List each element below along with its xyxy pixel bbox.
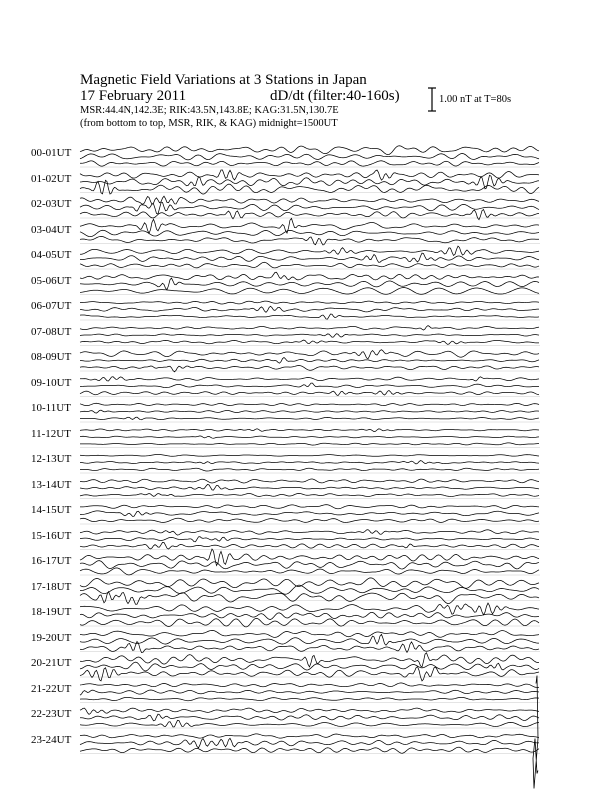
trace-kag-12-13UT	[80, 454, 539, 456]
trace-rik-15-16UT	[80, 537, 539, 542]
trace-msr-14-15UT	[80, 518, 539, 522]
scale-bar-label: 1.00 nT at T=80s	[439, 94, 512, 105]
hour-label: 19-20UT	[31, 631, 72, 644]
hour-label: 01-02UT	[31, 172, 72, 185]
trace-kag-04-05UT	[80, 246, 539, 255]
trace-kag-06-07UT	[80, 301, 539, 304]
trace-spike	[533, 676, 538, 789]
trace-rik-14-15UT	[80, 511, 539, 517]
trace-rik-07-08UT	[80, 334, 539, 338]
trace-msr-19-20UT	[80, 641, 539, 652]
hour-label: 11-12UT	[31, 427, 71, 440]
hour-label: 21-22UT	[31, 682, 72, 695]
trace-rik-00-01UT	[80, 154, 539, 160]
trace-rik-01-02UT	[80, 175, 539, 189]
chart-quantity: dD/dt (filter:40-160s)	[270, 88, 400, 104]
trace-kag-21-22UT	[80, 683, 539, 688]
trace-rik-18-19UT	[80, 612, 539, 619]
trace-kag-22-23UT	[80, 708, 539, 714]
trace-msr-01-02UT	[80, 180, 539, 194]
trace-kag-10-11UT	[80, 403, 539, 405]
trace-msr-12-13UT	[80, 468, 539, 471]
trace-rik-04-05UT	[80, 253, 539, 262]
trace-kag-23-24UT	[80, 734, 539, 738]
trace-kag-03-04UT	[80, 218, 539, 233]
trace-rik-08-09UT	[80, 357, 539, 363]
trace-msr-18-19UT	[80, 618, 539, 627]
trace-msr-00-01UT	[80, 161, 539, 166]
trace-kag-09-10UT	[80, 377, 539, 381]
hour-label: 12-13UT	[31, 453, 72, 465]
trace-rik-10-11UT	[80, 410, 539, 413]
trace-rik-21-22UT	[80, 690, 539, 695]
hour-label: 07-08UT	[31, 325, 72, 338]
trace-msr-09-10UT	[80, 390, 539, 395]
trace-kag-01-02UT	[80, 170, 539, 180]
trace-rik-06-07UT	[80, 306, 539, 312]
hour-label: 17-18UT	[31, 580, 72, 593]
chart-title: Magnetic Field Variations at 3 Stations in Japan	[80, 72, 367, 88]
trace-rik-13-14UT	[80, 484, 539, 490]
trace-msr-10-11UT	[80, 417, 539, 420]
trace-rik-23-24UT	[80, 738, 539, 748]
hour-label: 04-05UT	[31, 249, 72, 261]
hour-label: 06-07UT	[31, 300, 72, 312]
hour-label: 00-01UT	[31, 147, 72, 159]
trace-msr-11-12UT	[80, 443, 539, 445]
trace-rik-09-10UT	[80, 383, 539, 388]
trace-rik-11-12UT	[80, 436, 539, 438]
trace-msr-06-07UT	[80, 314, 539, 319]
hour-label: 16-17UT	[31, 555, 72, 567]
station-order-note: (from bottom to top, MSR, RIK, & KAG) midnight=1500UT	[80, 118, 338, 129]
hour-label: 18-19UT	[31, 606, 72, 618]
trace-kag-14-15UT	[80, 505, 539, 509]
hour-label: 22-23UT	[31, 708, 72, 720]
trace-rik-12-13UT	[80, 461, 539, 464]
trace-kag-07-08UT	[80, 326, 539, 330]
hour-label: 02-03UT	[31, 198, 72, 210]
trace-msr-07-08UT	[80, 340, 539, 344]
trace-kag-13-14UT	[80, 479, 539, 483]
hour-label: 20-21UT	[31, 657, 72, 669]
trace-rik-02-03UT	[80, 202, 539, 213]
trace-rik-22-23UT	[80, 714, 539, 721]
trace-rik-16-17UT	[80, 561, 539, 569]
hour-label: 09-10UT	[31, 376, 72, 389]
trace-rik-05-06UT	[80, 278, 539, 290]
trace-msr-23-24UT	[80, 747, 539, 753]
trace-msr-17-18UT	[80, 592, 539, 605]
trace-msr-22-23UT	[80, 720, 539, 727]
trace-kag-00-01UT	[80, 146, 539, 155]
trace-msr-21-22UT	[80, 697, 539, 700]
trace-msr-13-14UT	[80, 493, 539, 496]
trace-msr-16-17UT	[80, 568, 539, 575]
trace-kag-05-06UT	[80, 272, 539, 280]
chart-date: 17 February 2011	[80, 88, 187, 104]
trace-kag-19-20UT	[80, 630, 539, 637]
trace-msr-04-05UT	[80, 262, 539, 268]
hour-label: 08-09UT	[31, 351, 72, 363]
hour-label: 13-14UT	[31, 478, 72, 491]
trace-kag-15-16UT	[80, 530, 539, 535]
trace-msr-15-16UT	[80, 542, 539, 549]
station-coordinates: MSR:44.4N,142.3E; RIK:43.5N,143.8E; KAG:31.5N,130.7E	[80, 105, 339, 116]
hour-label: 15-16UT	[31, 529, 72, 542]
hour-label: 03-04UT	[31, 223, 72, 236]
trace-msr-05-06UT	[80, 288, 539, 295]
trace-kag-08-09UT	[80, 350, 539, 359]
hour-label: 05-06UT	[31, 274, 72, 287]
hour-label: 10-11UT	[31, 402, 71, 414]
trace-kag-11-12UT	[80, 429, 539, 432]
trace-kag-02-03UT	[80, 196, 539, 204]
hour-label: 14-15UT	[31, 504, 72, 516]
hour-label: 23-24UT	[31, 733, 72, 746]
trace-kag-17-18UT	[80, 578, 539, 588]
trace-kag-20-21UT	[80, 653, 539, 667]
